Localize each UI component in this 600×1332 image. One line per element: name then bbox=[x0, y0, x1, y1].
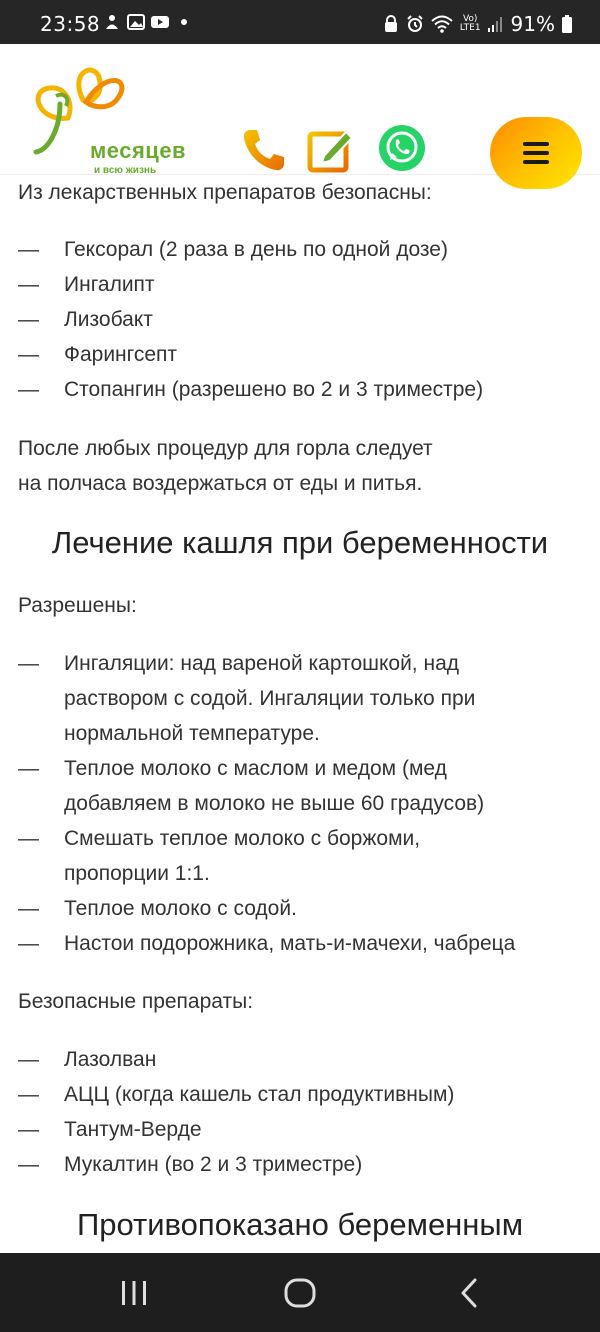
intro-text: Из лекарственных препаратов безопасны: bbox=[18, 181, 432, 204]
status-bar bbox=[0, 0, 600, 44]
volte-text: Vo) bbox=[462, 14, 478, 24]
home-button[interactable] bbox=[282, 1275, 318, 1311]
lte-text: LTE1 bbox=[459, 23, 481, 33]
safe-throat-drugs-list bbox=[0, 232, 600, 407]
note-line-2: на полчаса воздержаться от еды и питья. bbox=[18, 472, 423, 495]
list-item: — Ингалипт bbox=[0, 267, 600, 302]
notification-icons bbox=[103, 14, 193, 30]
list-item: — Теплое молоко с содой. bbox=[0, 891, 600, 926]
list-item: — Мукалтин (во 2 и 3 триместре) bbox=[0, 1147, 600, 1182]
section-heading-cough: Лечение кашля при беременности bbox=[51, 525, 549, 560]
list-item: — Лазолван bbox=[0, 1042, 600, 1077]
allowed-remedies-list bbox=[0, 646, 600, 961]
wifi-icon bbox=[431, 15, 453, 33]
safe-cough-drugs-list bbox=[0, 1042, 600, 1182]
signal-icon bbox=[488, 16, 504, 32]
list-item-continued: пропорции 1:1. bbox=[64, 862, 210, 885]
system-nav-bar bbox=[0, 1253, 600, 1332]
back-button[interactable] bbox=[452, 1275, 488, 1311]
logo-word: месяцев bbox=[90, 138, 187, 163]
list-item: — Тантум-Верде bbox=[0, 1112, 600, 1147]
list-item-continued: нормальной температуре. bbox=[64, 722, 320, 745]
allowed-label: Разрешены: bbox=[18, 594, 137, 617]
list-item: — Фарингсепт bbox=[0, 337, 600, 372]
note-line-1: После любых процедур для горла следует bbox=[18, 437, 433, 460]
notification-person-icon bbox=[103, 14, 121, 30]
request-form-button[interactable] bbox=[306, 126, 354, 174]
battery-percent: 91% bbox=[510, 12, 555, 36]
alarm-icon bbox=[406, 15, 424, 33]
phone-icon bbox=[240, 126, 288, 174]
list-item: — Ингаляции: над вареной картошкой, над bbox=[0, 646, 600, 681]
list-item: — Смешать теплое молоко с боржоми, bbox=[0, 821, 600, 856]
whatsapp-icon bbox=[378, 124, 426, 172]
list-item-continued: раствором с содой. Ингаляции только при bbox=[64, 687, 476, 710]
home-icon bbox=[282, 1275, 318, 1311]
status-right bbox=[383, 12, 572, 36]
lock-icon bbox=[383, 15, 399, 33]
list-item: — АЦЦ (когда кашель стал продуктивным) bbox=[0, 1077, 600, 1112]
list-item: — Гексорал (2 раза в день по одной дозе) bbox=[0, 232, 600, 267]
safe-drugs-label: Безопасные препараты: bbox=[18, 990, 254, 1013]
edit-icon bbox=[306, 126, 358, 174]
battery-icon bbox=[562, 15, 572, 33]
list-item: — Стопангин (разрешено во 2 и 3 триместре) bbox=[0, 372, 600, 407]
list-item: — Теплое молоко с маслом и медом (мед bbox=[0, 751, 600, 786]
list-item-continued: добавляем в молоко не выше 60 градусов) bbox=[64, 792, 485, 815]
youtube-icon bbox=[151, 14, 169, 30]
gallery-icon bbox=[127, 14, 145, 30]
volte-indicator bbox=[460, 15, 481, 33]
hamburger-icon bbox=[523, 142, 549, 164]
site-header bbox=[0, 44, 600, 175]
logo-subtitle: и всю жизнь bbox=[94, 165, 157, 176]
article-content bbox=[0, 175, 600, 1253]
back-icon bbox=[452, 1275, 488, 1311]
list-item: — Настои подорожника, мать-и-мачехи, чабреца bbox=[0, 926, 600, 961]
dot-icon bbox=[175, 14, 193, 30]
section-heading-contraindicated: Противопоказано беременным bbox=[76, 1207, 524, 1242]
list-item: — Лизобакт bbox=[0, 302, 600, 337]
recents-icon bbox=[116, 1275, 152, 1311]
recents-button[interactable] bbox=[116, 1275, 152, 1311]
phone-button[interactable] bbox=[240, 126, 288, 174]
whatsapp-button[interactable] bbox=[378, 124, 426, 172]
site-logo[interactable] bbox=[28, 60, 188, 176]
status-time: 23:58 bbox=[40, 12, 101, 36]
